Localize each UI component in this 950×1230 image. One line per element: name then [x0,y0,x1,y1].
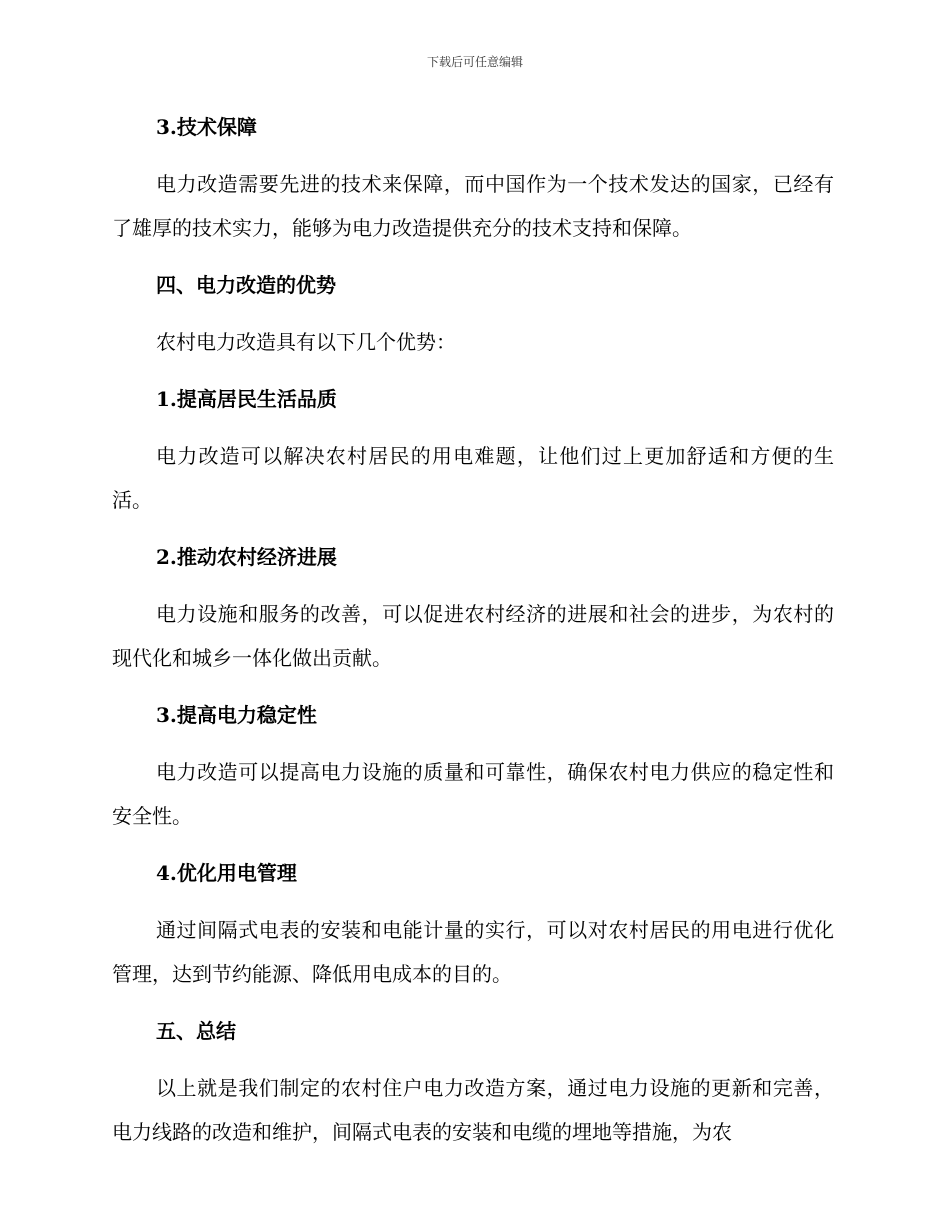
paragraph-usage-management: 通过间隔式电表的安装和电能计量的实行，可以对农村居民的用电进行优化管理，达到节约能源、降低用电成本的目的。 [112,918,834,986]
section-heading-tech-guarantee: 3.技术保障 [156,115,257,139]
section-heading-advantages: 四、电力改造的优势 [156,273,336,297]
paragraph-power-stability: 电力改造可以提高电力设施的质量和可靠性，确保农村电力供应的稳定性和安全性。 [112,760,834,828]
paragraph-living-quality: 电力改造可以解决农村居民的用电难题，让他们过上更加舒适和方便的生活。 [112,444,834,512]
paragraph-summary: 以上就是我们制定的农村住户电力改造方案，通过电力设施的更新和完善，电力线路的改造和维护，间隔式电表的安装和电缆的埋地等措施，为农 [112,1076,834,1144]
document-body [112,110,834,1154]
paragraph-tech-guarantee: 电力改造需要先进的技术来保障，而中国作为一个技术发达的国家，已经有了雄厚的技术实力，能够为电力改造提供充分的技术支持和保障。 [112,172,834,240]
section-heading-usage-management: 4.优化用电管理 [156,861,297,885]
section-heading-rural-economy: 2.推动农村经济进展 [156,545,337,569]
paragraph-advantages-intro: 农村电力改造具有以下几个优势： [156,330,456,354]
page-header: 下载后可任意编辑 [426,55,523,69]
section-heading-living-quality: 1.提高居民生活品质 [156,387,337,411]
section-heading-power-stability: 3.提高电力稳定性 [156,703,317,727]
section-heading-summary: 五、总结 [156,1019,236,1043]
paragraph-rural-economy: 电力设施和服务的改善，可以促进农村经济的进展和社会的进步，为农村的现代化和城乡一体化做出贡献。 [112,602,834,670]
